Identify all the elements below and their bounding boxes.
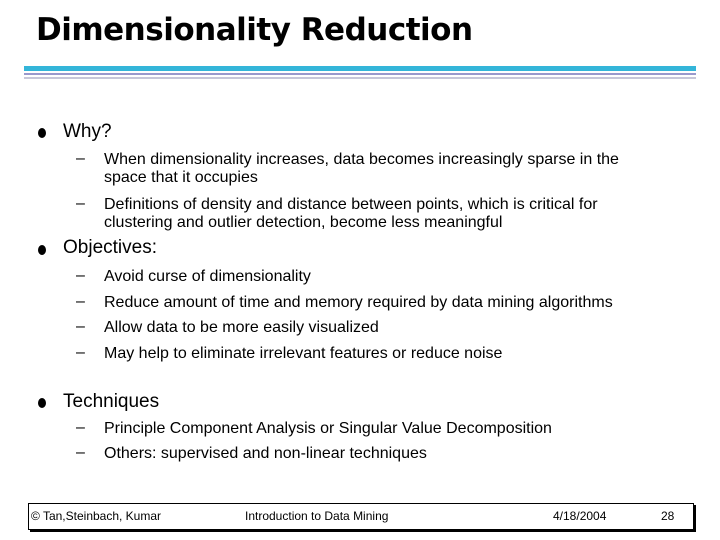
- dash-icon: –: [76, 419, 85, 436]
- dash-icon: –: [76, 444, 85, 461]
- list-item: [104, 196, 598, 232]
- list-item-line: space that it occupies: [104, 169, 258, 186]
- dash-icon: –: [76, 150, 85, 167]
- bullet-icon: [38, 128, 46, 138]
- list-item-line: When dimensionality increases, data becomes increasingly sparse in the: [104, 151, 619, 168]
- footer-page-number: 28: [661, 509, 675, 523]
- title-divider-tertiary: [24, 77, 696, 79]
- title-divider-secondary: [24, 73, 696, 75]
- list-item-line: Definitions of density and distance between points, which is critical for: [104, 196, 598, 213]
- footer-book-title: Introduction to Data Mining: [245, 509, 389, 523]
- slide-title: Dimensionality Reduction: [36, 12, 473, 48]
- section-heading-why: Why?: [63, 121, 112, 142]
- list-item: [104, 151, 619, 187]
- list-item: Principle Component Analysis or Singular Value Decomposition: [104, 420, 552, 437]
- bullet-icon: [38, 245, 46, 255]
- section-heading-techniques: Techniques: [63, 391, 160, 412]
- dash-icon: –: [76, 267, 85, 284]
- bullet-icon: [38, 398, 46, 408]
- slide-footer: [28, 503, 694, 530]
- dash-icon: –: [76, 318, 85, 335]
- section-heading-objectives: Objectives:: [63, 237, 157, 258]
- list-item: Avoid curse of dimensionality: [104, 268, 311, 285]
- list-item: Reduce amount of time and memory required by data mining algorithms: [104, 294, 613, 311]
- list-item: Others: supervised and non-linear techniques: [104, 445, 427, 462]
- footer-date: 4/18/2004: [553, 509, 607, 523]
- dash-icon: –: [76, 195, 85, 212]
- list-item: Allow data to be more easily visualized: [104, 319, 379, 336]
- dash-icon: –: [76, 344, 85, 361]
- dash-icon: –: [76, 293, 85, 310]
- list-item-line: clustering and outlier detection, become less meaningful: [104, 214, 503, 231]
- list-item: May help to eliminate irrelevant features or reduce noise: [104, 345, 503, 362]
- title-divider-accent: [24, 66, 696, 71]
- footer-authors: © Tan,Steinbach, Kumar: [31, 509, 162, 523]
